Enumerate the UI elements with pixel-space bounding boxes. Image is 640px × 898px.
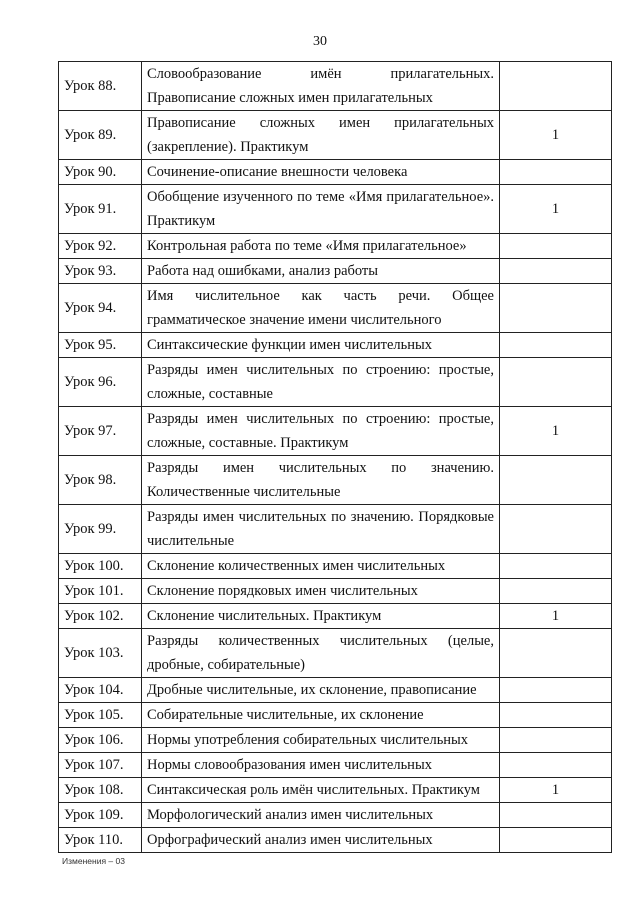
lesson-number-cell: Урок 110. xyxy=(59,828,142,853)
table-row xyxy=(59,505,612,554)
lesson-hours-cell xyxy=(500,234,612,259)
lesson-topic-cell: Склонение порядковых имен числительных xyxy=(142,579,500,604)
lesson-hours-cell xyxy=(500,703,612,728)
lesson-topic-cell: Разряды имен числительных по строению: простые, сложные, составные. Практикум xyxy=(142,407,500,456)
lesson-hours-cell xyxy=(500,259,612,284)
lesson-number-cell: Урок 92. xyxy=(59,234,142,259)
lesson-topic-cell: Правописание сложных имен прилагательных (закрепление). Практикум xyxy=(142,111,500,160)
lesson-topic-cell: Разряды имен числительных по строению: простые, сложные, составные xyxy=(142,358,500,407)
lesson-number-cell: Урок 106. xyxy=(59,728,142,753)
table-body xyxy=(59,62,612,853)
lesson-topic-cell: Словообразование имён прилагательных. Правописание сложных имен прилагательных xyxy=(142,62,500,111)
table-row xyxy=(59,753,612,778)
lesson-hours-cell: 1 xyxy=(500,604,612,629)
lesson-hours-cell xyxy=(500,678,612,703)
table-row xyxy=(59,407,612,456)
table-row xyxy=(59,333,612,358)
lesson-number-cell: Урок 97. xyxy=(59,407,142,456)
table-row xyxy=(59,629,612,678)
lesson-number-cell: Урок 109. xyxy=(59,803,142,828)
lesson-hours-cell xyxy=(500,579,612,604)
lesson-topic-cell: Имя числительное как часть речи. Общее грамматическое значение имени числительного xyxy=(142,284,500,333)
lesson-hours-cell xyxy=(500,456,612,505)
lesson-hours-cell xyxy=(500,505,612,554)
lesson-number-cell: Урок 101. xyxy=(59,579,142,604)
lesson-hours-cell xyxy=(500,284,612,333)
lesson-number-cell: Урок 99. xyxy=(59,505,142,554)
lesson-hours-cell xyxy=(500,554,612,579)
lesson-number-cell: Урок 104. xyxy=(59,678,142,703)
lesson-number-cell: Урок 90. xyxy=(59,160,142,185)
table-row xyxy=(59,604,612,629)
table-row xyxy=(59,456,612,505)
lesson-hours-cell xyxy=(500,728,612,753)
lesson-topic-cell: Разряды имен числительных по значению. Порядковые числительные xyxy=(142,505,500,554)
lesson-number-cell: Урок 102. xyxy=(59,604,142,629)
lesson-topic-cell: Сочинение-описание внешности человека xyxy=(142,160,500,185)
lesson-number-cell: Урок 89. xyxy=(59,111,142,160)
table-row xyxy=(59,703,612,728)
table-row xyxy=(59,778,612,803)
lesson-number-cell: Урок 98. xyxy=(59,456,142,505)
lesson-number-cell: Урок 108. xyxy=(59,778,142,803)
lesson-topic-cell: Обобщение изученного по теме «Имя прилагательное». Практикум xyxy=(142,185,500,234)
table-row xyxy=(59,828,612,853)
table-row xyxy=(59,111,612,160)
table-row xyxy=(59,678,612,703)
lesson-hours-cell xyxy=(500,333,612,358)
table-row xyxy=(59,284,612,333)
lesson-topic-cell: Дробные числительные, их склонение, правописание xyxy=(142,678,500,703)
lesson-number-cell: Урок 91. xyxy=(59,185,142,234)
table-row xyxy=(59,234,612,259)
lesson-number-cell: Урок 105. xyxy=(59,703,142,728)
table-row xyxy=(59,358,612,407)
revision-footer: Изменения – 03 xyxy=(62,856,125,866)
lesson-hours-cell xyxy=(500,828,612,853)
lesson-hours-cell: 1 xyxy=(500,778,612,803)
lesson-topic-cell: Собирательные числительные, их склонение xyxy=(142,703,500,728)
lesson-topic-cell: Работа над ошибками, анализ работы xyxy=(142,259,500,284)
table-row xyxy=(59,185,612,234)
lesson-number-cell: Урок 100. xyxy=(59,554,142,579)
lesson-hours-cell xyxy=(500,629,612,678)
lesson-topic-cell: Разряды имен числительных по значению. Количественные числительные xyxy=(142,456,500,505)
lesson-topic-cell: Нормы словообразования имен числительных xyxy=(142,753,500,778)
table-row xyxy=(59,728,612,753)
table-row xyxy=(59,160,612,185)
lesson-topic-cell: Орфографический анализ имен числительных xyxy=(142,828,500,853)
lesson-number-cell: Урок 107. xyxy=(59,753,142,778)
page-number: 30 xyxy=(313,34,327,49)
lesson-hours-cell: 1 xyxy=(500,185,612,234)
lesson-topic-cell: Склонение количественных имен числительных xyxy=(142,554,500,579)
lesson-number-cell: Урок 103. xyxy=(59,629,142,678)
lesson-number-cell: Урок 88. xyxy=(59,62,142,111)
lesson-hours-cell xyxy=(500,160,612,185)
lesson-hours-cell xyxy=(500,62,612,111)
lesson-number-cell: Урок 93. xyxy=(59,259,142,284)
lesson-number-cell: Урок 96. xyxy=(59,358,142,407)
lesson-topic-cell: Разряды количественных числительных (целые, дробные, собирательные) xyxy=(142,629,500,678)
lesson-number-cell: Урок 95. xyxy=(59,333,142,358)
lesson-hours-cell xyxy=(500,803,612,828)
table-row xyxy=(59,579,612,604)
lesson-topic-cell: Синтаксическая роль имён числительных. Практикум xyxy=(142,778,500,803)
lesson-hours-cell xyxy=(500,753,612,778)
lesson-topic-cell: Нормы употребления собирательных числительных xyxy=(142,728,500,753)
lesson-hours-cell xyxy=(500,358,612,407)
lesson-topic-cell: Контрольная работа по теме «Имя прилагательное» xyxy=(142,234,500,259)
table-row xyxy=(59,554,612,579)
lesson-topic-cell: Склонение числительных. Практикум xyxy=(142,604,500,629)
table-row xyxy=(59,259,612,284)
lesson-hours-cell: 1 xyxy=(500,111,612,160)
table-row xyxy=(59,803,612,828)
lesson-plan-table xyxy=(58,61,612,853)
lesson-topic-cell: Морфологический анализ имен числительных xyxy=(142,803,500,828)
lesson-number-cell: Урок 94. xyxy=(59,284,142,333)
lesson-hours-cell: 1 xyxy=(500,407,612,456)
lesson-topic-cell: Синтаксические функции имен числительных xyxy=(142,333,500,358)
table-row xyxy=(59,62,612,111)
